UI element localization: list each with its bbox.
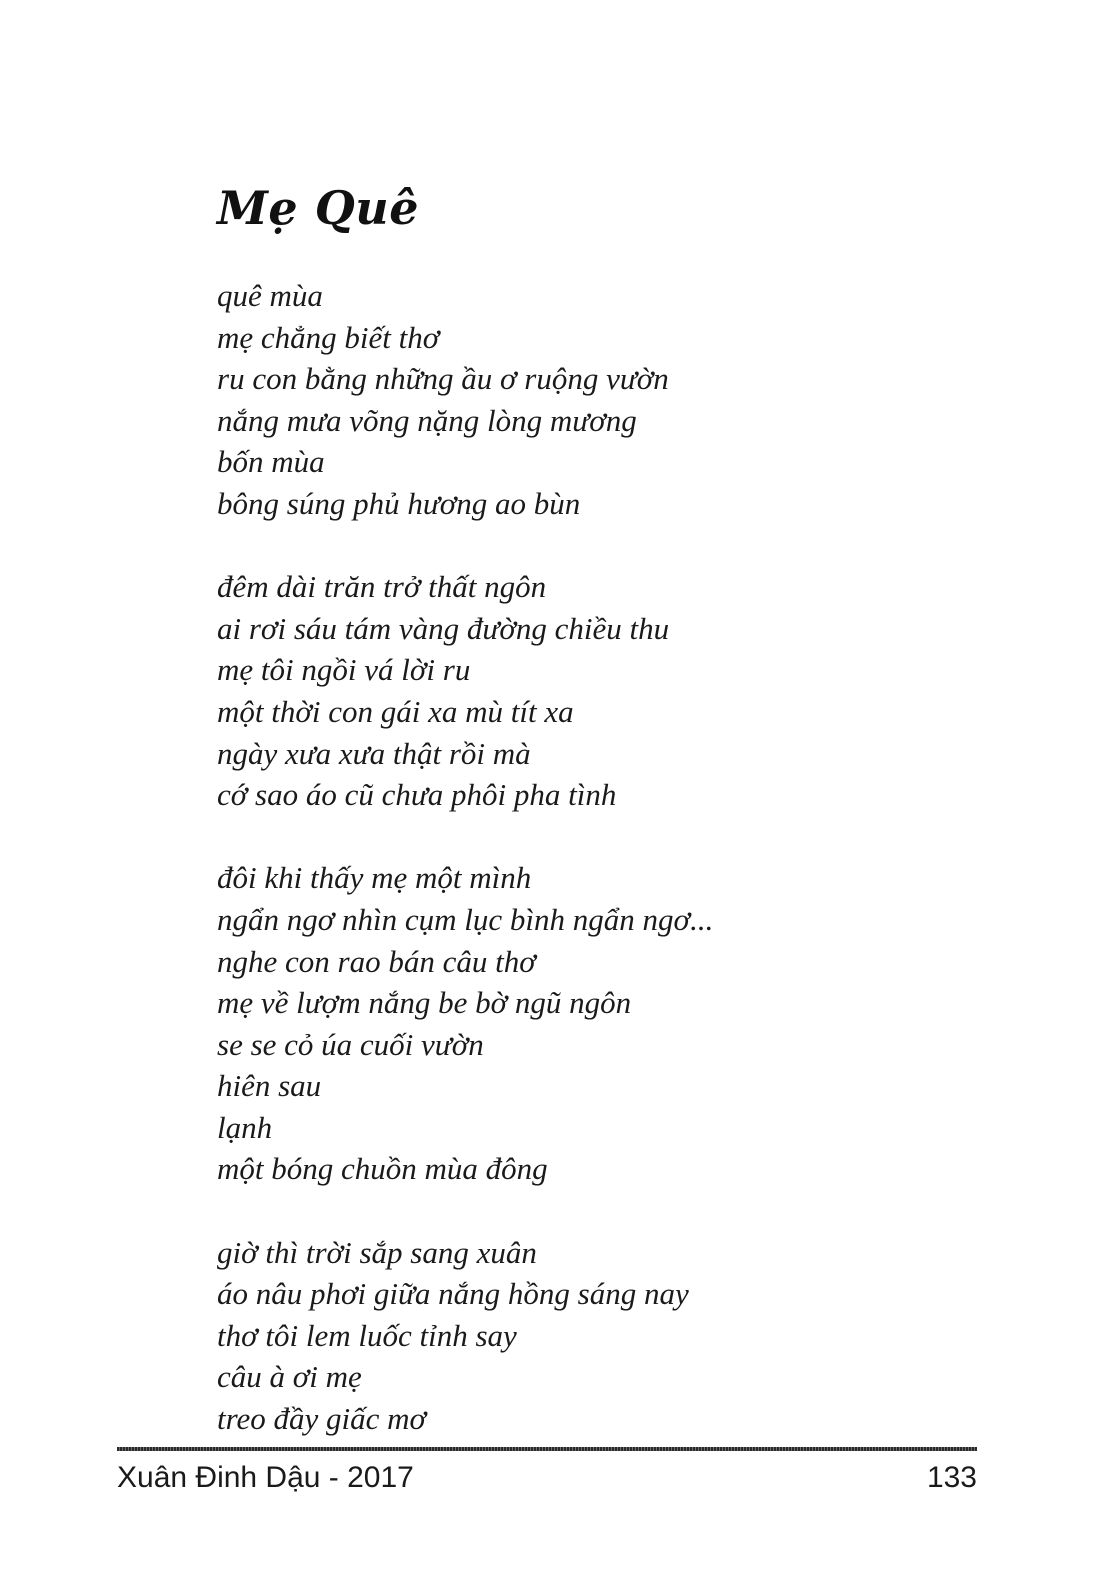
- poem-line: câu à ơi mẹ: [217, 1359, 362, 1395]
- poem-line: một thời con gái xa mù tít xa: [217, 693, 574, 729]
- poem-line: hiên sau: [217, 1068, 322, 1104]
- poem-line: treo đầy giấc mơ: [217, 1401, 427, 1437]
- poem-line: se se cỏ úa cuối vườn: [217, 1026, 484, 1062]
- poem-line: nghe con rao bán câu thơ: [217, 943, 536, 979]
- poem-line: mẹ chẳng biết thơ: [217, 319, 440, 355]
- poem-line: bông súng phủ hương ao bùn: [217, 485, 581, 521]
- poem-line: giờ thì trời sắp sang xuân: [217, 1234, 537, 1270]
- poem-title: Mẹ Quê: [217, 181, 419, 235]
- page-number: 133: [926, 1461, 977, 1494]
- footer-divider: [117, 1447, 977, 1451]
- poem-line: lạnh: [217, 1109, 273, 1145]
- poem-line: ai rơi sáu tám vàng đường chiều thu: [217, 610, 670, 646]
- poem-line: thơ tôi lem luốc tỉnh say: [217, 1317, 517, 1353]
- poem-line: nắng mưa võng nặng lòng mương: [217, 402, 637, 438]
- poem-line: bốn mùa: [217, 444, 325, 480]
- poem-line: áo nâu phơi giữa nắng hồng sáng nay: [217, 1276, 689, 1312]
- poem-line: một bóng chuồn mùa đông: [217, 1151, 548, 1187]
- poem-line: đôi khi thấy mẹ một mình: [217, 860, 532, 896]
- poem-line: quê mùa: [217, 278, 323, 313]
- stanza-1: [217, 275, 977, 525]
- stanza-3: [217, 857, 977, 1190]
- poem-line: cớ sao áo cũ chưa phôi pha tình: [217, 777, 617, 813]
- poem-line: ngẩn ngơ nhìn cụm lục bình ngẩn ngơ...: [217, 901, 714, 937]
- footer-book-title: Xuân Đinh Dậu - 2017: [117, 1461, 414, 1494]
- poem-body: [217, 275, 977, 1440]
- poem-line: mẹ tôi ngồi vá lời ru: [217, 652, 471, 688]
- stanza-2: [217, 566, 977, 816]
- poem-line: ngày xưa xưa thật rồi mà: [217, 735, 531, 771]
- poem-line: đêm dài trăn trở thất ngôn: [217, 569, 547, 605]
- poem-line: ru con bằng những ầu ơ ruộng vườn: [217, 361, 669, 397]
- stanza-4: [217, 1232, 977, 1440]
- poem-line: mẹ về lượm nắng be bờ ngũ ngôn: [217, 985, 632, 1021]
